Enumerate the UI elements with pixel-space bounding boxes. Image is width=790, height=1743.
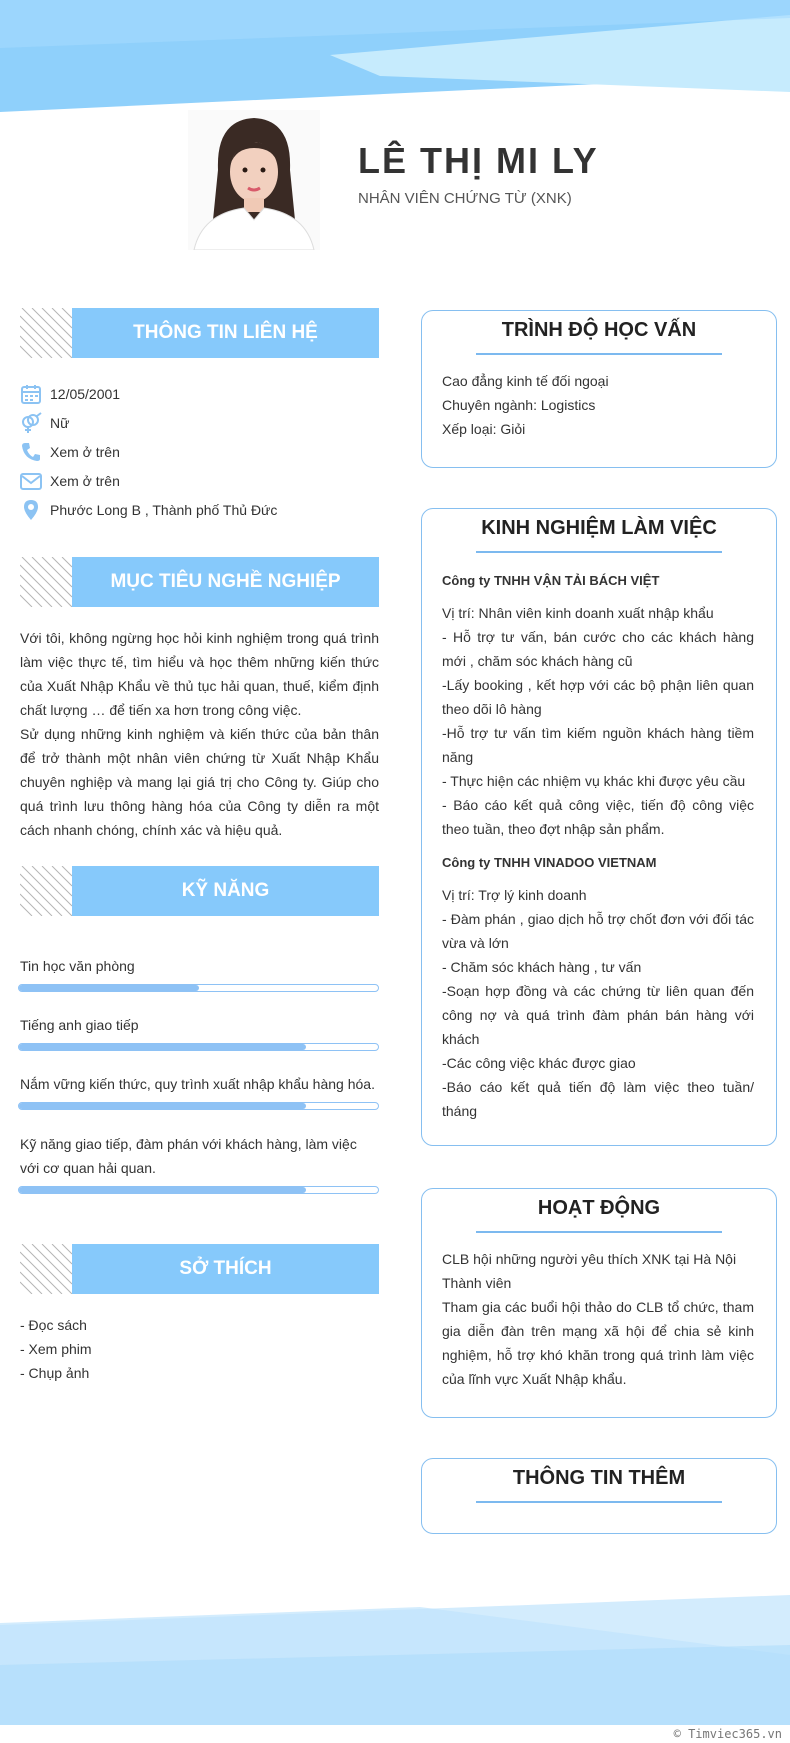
phone-icon [20, 441, 42, 463]
contact-email [20, 470, 120, 492]
education-title: TRÌNH ĐỘ HỌC VẤN [501, 319, 697, 341]
hobbies-section-header [20, 1244, 379, 1294]
location-icon [20, 499, 42, 521]
additional-info-title: THÔNG TIN THÊM [512, 1467, 686, 1489]
skill-bar [18, 984, 379, 992]
hatch-decoration [20, 866, 72, 916]
hobby-item: - Chụp ảnh [20, 1365, 90, 1381]
additional-info-box [421, 1458, 777, 1534]
education-line: Chuyên ngành: Logistics [442, 397, 596, 413]
profile-photo [188, 110, 320, 250]
company-name: Công ty TNHH VẬN TẢI BÁCH VIỆT [442, 573, 660, 588]
header-decoration [0, 0, 790, 120]
hobbies-section-title: SỞ THÍCH [72, 1244, 379, 1294]
objective-text [20, 626, 379, 842]
skill-bar [18, 1043, 379, 1051]
job-task: - Hỗ trợ tư vấn, bán cước cho các khách hàng mới , chăm sóc khách hàng cũ [442, 629, 754, 669]
skill-bar [18, 1102, 379, 1110]
skill-bar-fill [19, 1187, 306, 1193]
skills-section-title: KỸ NĂNG [72, 866, 379, 916]
contact-birthday-text: 12/05/2001 [50, 386, 121, 402]
contact-section-header [20, 308, 379, 358]
objective-section-title: MỤC TIÊU NGHỀ NGHIỆP [72, 557, 379, 607]
education-content [442, 369, 754, 441]
activity-line: CLB hội những người yêu thích XNK tại Hà Nội [442, 1251, 737, 1267]
objective-paragraph: Với tôi, không ngừng học hỏi kinh nghiệm trong quá trình làm việc thực tế, tìm hiểu và học thêm những kiến thức của Xuất Nhập Khẩu về thủ tục hải quan, thuế, kiểm định chất lượng … để tiến xa hơn trong công việc. [20, 630, 379, 718]
job-position: Vị trí: Trợ lý kinh doanh [442, 887, 587, 903]
activity-line: Thành viên [442, 1275, 512, 1291]
education-box [421, 310, 777, 468]
email-icon [20, 470, 42, 492]
job-task: -Soạn hợp đồng và các chứng từ liên quan đến công nợ và quá trình đàm phán bán hàng với khách [442, 983, 754, 1047]
title-underline [476, 1501, 722, 1503]
skill-label: Tiếng anh giao tiếp [20, 1017, 139, 1033]
candidate-name: LÊ THỊ MI LY [358, 140, 599, 181]
skill-bar [18, 1186, 379, 1194]
title-underline [476, 1231, 722, 1233]
skills-section-header [20, 866, 379, 916]
experience-content [442, 569, 754, 1123]
education-line: Cao đẳng kinh tế đối ngoại [442, 373, 609, 389]
education-line: Xếp loại: Giỏi [442, 421, 526, 437]
skill-bar-fill [19, 1044, 306, 1050]
skill-label: Nắm vững kiến thức, quy trình xuất nhập khẩu hàng hóa. [20, 1076, 375, 1092]
calendar-icon [20, 383, 42, 405]
hobby-item: - Đọc sách [20, 1317, 87, 1333]
skill-bar-fill [19, 985, 199, 991]
hatch-decoration [20, 308, 72, 358]
job-task: - Báo cáo kết quả công việc, tiến độ công việc theo tuần, theo đợt nhập sản phẩm. [442, 797, 754, 837]
footer-decoration [0, 1595, 790, 1725]
hatch-decoration [20, 557, 72, 607]
activities-content [442, 1247, 754, 1391]
job-task: -Lấy booking , kết hợp với các bộ phận liên quan theo dõi lô hàng [442, 677, 754, 717]
hobby-item: - Xem phim [20, 1341, 92, 1357]
objective-section-header [20, 557, 379, 607]
job-task: -Hỗ trợ tư vấn tìm kiếm nguồn khách hàng tiềm năng [442, 725, 754, 765]
activity-line: Tham gia các buổi hội thảo do CLB tổ chức, tham gia diễn đàn trên mạng xã hội để chia sẻ kinh nghiệm, hỗ trợ khó khăn trong quá trình làm việc của lĩnh vực Xuất Nhập khẩu. [442, 1299, 754, 1387]
skill-bar-fill [19, 1103, 306, 1109]
experience-box [421, 508, 777, 1146]
skill-label: Tin học văn phòng [20, 958, 135, 974]
company-name: Công ty TNHH VINADOO VIETNAM [442, 855, 657, 870]
contact-gender-text: Nữ [50, 415, 70, 431]
contact-address [20, 499, 277, 521]
title-underline [476, 353, 722, 355]
experience-title: KINH NGHIỆM LÀM VIỆC [481, 517, 717, 539]
contact-address-text: Phước Long B , Thành phố Thủ Đức [50, 502, 278, 518]
contact-gender [20, 412, 69, 434]
job-task: - Chăm sóc khách hàng , tư vấn [442, 959, 642, 975]
activities-title: HOẠT ĐỘNG [537, 1197, 661, 1219]
objective-paragraph: Sử dụng những kinh nghiệm và kiến thức của bản thân để trở thành một nhân viên chứng từ Xuất Nhập Khẩu chuyên nghiệp và mang lại giá trị cho Công ty. Giúp cho quá trình lưu thông hàng hóa của Công ty diễn ra một cách nhanh chóng, chính xác và hiệu quả. [20, 726, 379, 838]
contact-phone [20, 441, 120, 463]
hatch-decoration [20, 1244, 72, 1294]
skill-label: Kỹ năng giao tiếp, đàm phán với khách hàng, làm việc với cơ quan hải quan. [20, 1136, 357, 1176]
job-task: - Thực hiện các nhiệm vụ khác khi được yêu cầu [442, 773, 746, 789]
gender-icon [20, 412, 42, 434]
job-task: - Đàm phán , giao dịch hỗ trợ chốt đơn với đối tác vừa và lớn [442, 911, 754, 951]
job-position: Vị trí: Nhân viên kinh doanh xuất nhập khẩu [442, 605, 714, 621]
candidate-job-title: NHÂN VIÊN CHỨNG TỪ (XNK) [358, 190, 572, 207]
contact-birthday [20, 383, 120, 405]
activities-box [421, 1188, 777, 1418]
title-underline [476, 551, 722, 553]
contact-section-title: THÔNG TIN LIÊN HỆ [72, 308, 379, 358]
job-task: -Các công việc khác được giao [442, 1055, 636, 1071]
job-task: -Báo cáo kết quả tiến độ làm việc theo tuần/ tháng [442, 1079, 754, 1119]
contact-phone-text: Xem ở trên [50, 444, 120, 460]
contact-email-text: Xem ở trên [50, 473, 120, 489]
footer-watermark: © Timviec365.vn [673, 1727, 782, 1741]
